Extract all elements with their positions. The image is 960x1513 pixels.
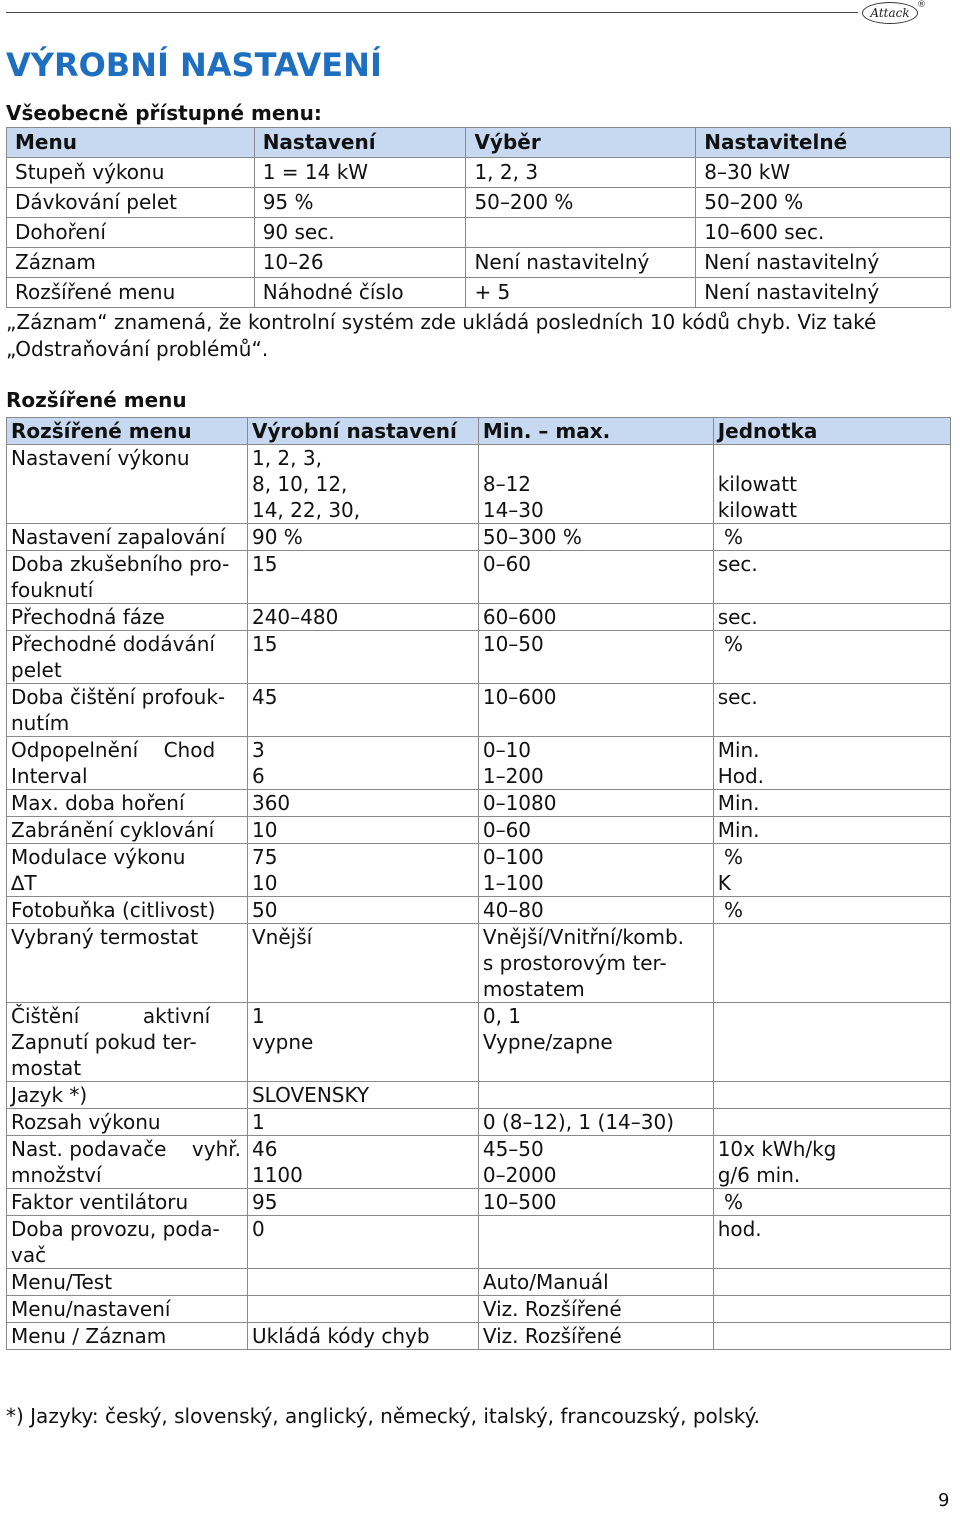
table-cell: [478, 551, 713, 604]
table-cell: [478, 924, 713, 1003]
record-note: „Záznam“ znamená, že kontrolní systém zde ukládá posledních 10 kódů chyb. Viz také „Odstraňování problémů“.: [6, 310, 877, 361]
table-cell: [247, 1082, 478, 1109]
table-cell: [478, 1136, 713, 1189]
table-row: [7, 1269, 951, 1296]
table-cell: [713, 1269, 950, 1296]
table-cell: 8–30 kW: [696, 158, 951, 188]
cell-line: 1–100: [482, 871, 544, 895]
brand-logo: Attack: [862, 2, 918, 24]
cell-line: 0–10: [482, 738, 532, 762]
table-cell: [7, 445, 248, 524]
cell-line: K: [717, 871, 731, 895]
table-cell: [713, 1189, 950, 1216]
table-row: [7, 1216, 951, 1269]
cell-line: Interval: [11, 764, 88, 788]
table-cell: [7, 790, 248, 817]
table-row: [7, 1189, 951, 1216]
table-cell: [7, 1109, 248, 1136]
table-cell: Záznam: [7, 248, 255, 278]
cell-line: pelet: [11, 658, 62, 682]
table-cell: [713, 1082, 950, 1109]
cell-line: Zapnutí pokud ter-: [11, 1030, 197, 1054]
cell-line: 95: [251, 1190, 278, 1214]
table-cell: [713, 844, 950, 897]
table-cell: [478, 897, 713, 924]
cell-line: [718, 1269, 946, 1295]
cell-line: sec.: [717, 552, 758, 576]
table-cell: [478, 524, 713, 551]
table-cell: [7, 604, 248, 631]
table-cell: Není nastavitelný: [696, 278, 951, 308]
table-cell: [713, 604, 950, 631]
extended-menu-header-row: [7, 418, 951, 445]
cell-line: 10: [251, 818, 278, 842]
table-cell: [713, 1323, 950, 1350]
table-cell: [247, 897, 478, 924]
table-cell: [7, 844, 248, 897]
cell-line: Doba provozu, poda-: [11, 1217, 220, 1241]
cell-line: [252, 1269, 474, 1295]
table-cell: 1, 2, 3: [466, 158, 696, 188]
column-header: Nastavitelné: [696, 128, 951, 158]
cell-line: [483, 1216, 709, 1242]
cell-line: sec.: [717, 605, 758, 629]
cell-line: 90 %: [251, 525, 303, 549]
registered-mark: ®: [917, 0, 926, 10]
table-row: [7, 790, 951, 817]
cell-line: 10–50: [482, 632, 544, 656]
table-cell: 50–200 %: [466, 188, 696, 218]
table-cell: [247, 551, 478, 604]
table-cell: [713, 1136, 950, 1189]
cell-line: 1, 2, 3,: [251, 446, 322, 470]
cell-line: Nastavení výkonu: [11, 446, 190, 470]
cell-line: 0, 1: [482, 1004, 522, 1028]
table-row: [7, 844, 951, 897]
cell-line: ∆T: [11, 871, 37, 895]
table-cell: [247, 817, 478, 844]
cell-line: 1–200: [482, 764, 544, 788]
cell-line: SLOVENSKY: [251, 1083, 370, 1107]
table-row: [7, 278, 951, 308]
cell-line: Menu / Záznam: [11, 1324, 167, 1348]
cell-line: 360: [251, 791, 291, 815]
table-cell: [247, 524, 478, 551]
table-row: [7, 1136, 951, 1189]
cell-line: Min.: [717, 791, 760, 815]
cell-line: Rozsah výkonu: [11, 1110, 161, 1134]
cell-line: %: [717, 632, 744, 656]
table-row: [7, 524, 951, 551]
cell-line: 10–600: [482, 685, 557, 709]
cell-line: mostatem: [482, 977, 585, 1001]
table-cell: [7, 737, 248, 790]
table-cell: [478, 1216, 713, 1269]
cell-line: 10: [251, 871, 278, 895]
table-cell: [7, 1136, 248, 1189]
extended-menu-table: [6, 417, 951, 1350]
cell-line: sec.: [717, 685, 758, 709]
table-cell: [713, 817, 950, 844]
table-cell: [7, 684, 248, 737]
cell-line: 0–60: [482, 552, 532, 576]
column-header: Výběr: [466, 128, 696, 158]
cell-line: Nastavení zapalování: [11, 525, 226, 549]
table-row: [7, 737, 951, 790]
table-cell: [247, 1323, 478, 1350]
cell-line: 0–100: [482, 845, 544, 869]
table-cell: [7, 524, 248, 551]
cell-line: vač: [11, 1243, 47, 1267]
cell-line: mostat: [11, 1056, 82, 1080]
column-header: Rozšířené menu: [7, 418, 248, 445]
table-row: [7, 158, 951, 188]
cell-line: Přechodné dodávání: [11, 632, 215, 656]
cell-line: Vypne/zapne: [482, 1030, 613, 1054]
table-cell: [713, 790, 950, 817]
cell-line: 0–1080: [482, 791, 557, 815]
table-row: [7, 1323, 951, 1350]
table-row: [7, 817, 951, 844]
cell-line: nutím: [11, 711, 70, 735]
cell-line: Vybraný termostat: [11, 925, 199, 949]
cell-line: g/6 min.: [717, 1163, 801, 1187]
table-cell: [478, 1109, 713, 1136]
cell-line: 0: [251, 1217, 265, 1241]
table-cell: [478, 1082, 713, 1109]
table-cell: [7, 817, 248, 844]
cell-line: 0–2000: [482, 1163, 557, 1187]
cell-line: 1100: [251, 1163, 303, 1187]
table-cell: [478, 1296, 713, 1323]
table-cell: + 5: [466, 278, 696, 308]
cell-line: [718, 924, 946, 950]
cell-line: Vnější: [251, 925, 313, 949]
cell-line: 10x kWh/kg: [717, 1137, 837, 1161]
table-cell: [247, 924, 478, 1003]
column-header: Menu: [7, 128, 255, 158]
table-cell: [478, 817, 713, 844]
table-cell: [247, 1269, 478, 1296]
cell-line: Čištění aktivní: [11, 1004, 211, 1028]
cell-line: kilowatt: [717, 472, 797, 496]
cell-line: %: [717, 525, 744, 549]
cell-line: 8–12: [482, 472, 532, 496]
table-cell: [466, 218, 696, 248]
cell-line: %: [717, 845, 744, 869]
cell-line: kilowatt: [717, 498, 797, 522]
cell-line: 0 (8–12), 1 (14–30): [482, 1110, 675, 1134]
table-row: [7, 445, 951, 524]
table-cell: [713, 924, 950, 1003]
table-cell: [713, 1216, 950, 1269]
cell-line: 50–300 %: [482, 525, 582, 549]
cell-line: %: [717, 1190, 744, 1214]
table-cell: Není nastavitelný: [696, 248, 951, 278]
cell-line: Doba čištění profouk-: [11, 685, 226, 709]
table-cell: [713, 897, 950, 924]
table-cell: [713, 1109, 950, 1136]
cell-line: 240–480: [251, 605, 339, 629]
cell-line: fouknutí: [11, 578, 94, 602]
cell-line: 50: [251, 898, 278, 922]
cell-line: vypne: [251, 1030, 314, 1054]
table-cell: Rozšířené menu: [7, 278, 255, 308]
cell-line: množství: [11, 1163, 102, 1187]
cell-line: 46: [251, 1137, 278, 1161]
cell-line: [483, 1082, 709, 1108]
table-cell: [478, 737, 713, 790]
cell-line: 45–50: [482, 1137, 544, 1161]
table-cell: Dohoření: [7, 218, 255, 248]
table-row: [7, 897, 951, 924]
cell-line: hod.: [717, 1217, 762, 1241]
cell-line: Jazyk *): [11, 1083, 88, 1107]
table-cell: 10–600 sec.: [696, 218, 951, 248]
table-cell: [247, 445, 478, 524]
table-cell: [7, 1269, 248, 1296]
cell-line: [718, 1109, 946, 1135]
general-menu-table: [6, 127, 951, 308]
cell-line: 14–30: [482, 498, 544, 522]
table-row: [7, 248, 951, 278]
cell-line: Viz. Rozšířené: [482, 1297, 622, 1321]
cell-line: 3: [251, 738, 265, 762]
cell-line: Min.: [717, 818, 760, 842]
cell-line: 1: [251, 1004, 265, 1028]
table-row: [7, 604, 951, 631]
table-cell: 10–26: [254, 248, 466, 278]
cell-line: Odpopelnění Chod: [11, 738, 216, 762]
cell-line: Modulace výkonu: [11, 845, 186, 869]
cell-line: 40–80: [482, 898, 544, 922]
cell-line: Zabránění cyklování: [11, 818, 215, 842]
cell-line: 8, 10, 12,: [251, 472, 348, 496]
cell-line: Viz. Rozšířené: [482, 1324, 622, 1348]
cell-line: 6: [251, 764, 265, 788]
table-cell: [478, 1003, 713, 1082]
table-cell: [7, 1323, 248, 1350]
table-cell: [713, 445, 950, 524]
column-header: Nastavení: [254, 128, 466, 158]
table-row: [7, 188, 951, 218]
table-cell: [7, 897, 248, 924]
cell-line: [718, 1323, 946, 1349]
table-cell: [478, 1323, 713, 1350]
table-cell: [478, 1189, 713, 1216]
table-cell: [478, 604, 713, 631]
cell-line: Nast. podavače vyhř.: [11, 1137, 241, 1161]
cell-line: [718, 1003, 946, 1029]
table-cell: [247, 631, 478, 684]
cell-line: [718, 1082, 946, 1108]
table-cell: [713, 1003, 950, 1082]
table-cell: [7, 1189, 248, 1216]
table-cell: [247, 790, 478, 817]
table-cell: [247, 1296, 478, 1323]
table-cell: Náhodné číslo: [254, 278, 466, 308]
table-row: [7, 1003, 951, 1082]
table-cell: [247, 1136, 478, 1189]
cell-line: Hod.: [717, 764, 765, 788]
table-cell: [478, 684, 713, 737]
table-row: [7, 1082, 951, 1109]
general-menu-heading: Všeobecně přístupné menu:: [6, 101, 322, 125]
table-row: [7, 551, 951, 604]
cell-line: 0–60: [482, 818, 532, 842]
table-cell: [247, 1003, 478, 1082]
header-rule: [6, 12, 858, 13]
cell-line: Ukládá kódy chyb: [251, 1324, 430, 1348]
table-cell: Stupeň výkonu: [7, 158, 255, 188]
column-header: Výrobní nastavení: [247, 418, 478, 445]
table-cell: [713, 684, 950, 737]
cell-line: 75: [251, 845, 278, 869]
table-cell: [478, 1269, 713, 1296]
cell-line: Přechodná fáze: [11, 605, 165, 629]
table-cell: [7, 924, 248, 1003]
table-cell: [713, 524, 950, 551]
table-row: [7, 631, 951, 684]
table-cell: [247, 1216, 478, 1269]
table-row: [7, 1109, 951, 1136]
cell-line: 14, 22, 30,: [251, 498, 361, 522]
table-cell: [478, 790, 713, 817]
cell-line: 10–500: [482, 1190, 557, 1214]
page-title: VÝROBNÍ NASTAVENÍ: [6, 46, 382, 84]
cell-line: Auto/Manuál: [482, 1270, 609, 1294]
cell-line: [718, 1296, 946, 1322]
table-cell: [247, 1189, 478, 1216]
table-cell: [247, 1109, 478, 1136]
table-cell: [7, 551, 248, 604]
cell-line: Fotobuňka (citlivost): [11, 898, 216, 922]
table-cell: 90 sec.: [254, 218, 466, 248]
table-cell: [713, 551, 950, 604]
table-cell: [7, 1082, 248, 1109]
table-cell: 1 = 14 kW: [254, 158, 466, 188]
cell-line: Doba zkušebního pro-: [11, 552, 230, 576]
table-cell: [7, 631, 248, 684]
table-cell: Není nastavitelný: [466, 248, 696, 278]
cell-line: Menu/Test: [11, 1270, 113, 1294]
cell-line: [252, 1296, 474, 1322]
cell-line: 45: [251, 685, 278, 709]
extended-menu-heading: Rozšířené menu: [6, 388, 187, 412]
table-cell: Dávkování pelet: [7, 188, 255, 218]
table-cell: [478, 844, 713, 897]
cell-line: 1: [251, 1110, 265, 1134]
cell-line: Faktor ventilátoru: [11, 1190, 189, 1214]
table-row: [7, 1296, 951, 1323]
general-menu-header-row: [7, 128, 951, 158]
table-cell: [247, 604, 478, 631]
table-cell: [713, 631, 950, 684]
table-cell: [247, 737, 478, 790]
table-cell: [7, 1003, 248, 1082]
table-row: [7, 684, 951, 737]
cell-line: [718, 445, 946, 471]
cell-line: Vnější/Vnitřní/komb.: [482, 925, 685, 949]
cell-line: 15: [251, 632, 278, 656]
cell-line: %: [717, 898, 744, 922]
table-cell: [247, 844, 478, 897]
cell-line: Min.: [717, 738, 760, 762]
cell-line: Max. doba hoření: [11, 791, 185, 815]
table-cell: [247, 684, 478, 737]
table-cell: [7, 1216, 248, 1269]
cell-line: 60–600: [482, 605, 557, 629]
table-row: [7, 218, 951, 248]
cell-line: [483, 445, 709, 471]
column-header: Jednotka: [713, 418, 950, 445]
table-cell: [478, 445, 713, 524]
page-number: 9: [938, 1490, 950, 1511]
table-cell: [713, 1296, 950, 1323]
cell-line: 15: [251, 552, 278, 576]
table-cell: [478, 631, 713, 684]
table-cell: 50–200 %: [696, 188, 951, 218]
table-row: [7, 924, 951, 1003]
cell-line: s prostorovým ter-: [482, 951, 667, 975]
table-cell: [7, 1296, 248, 1323]
languages-footnote: *) Jazyky: český, slovenský, anglický, německý, italský, francouzský, polský.: [6, 1404, 760, 1428]
table-cell: 95 %: [254, 188, 466, 218]
cell-line: Menu/nastavení: [11, 1297, 171, 1321]
table-cell: [713, 737, 950, 790]
column-header: Min. – max.: [478, 418, 713, 445]
